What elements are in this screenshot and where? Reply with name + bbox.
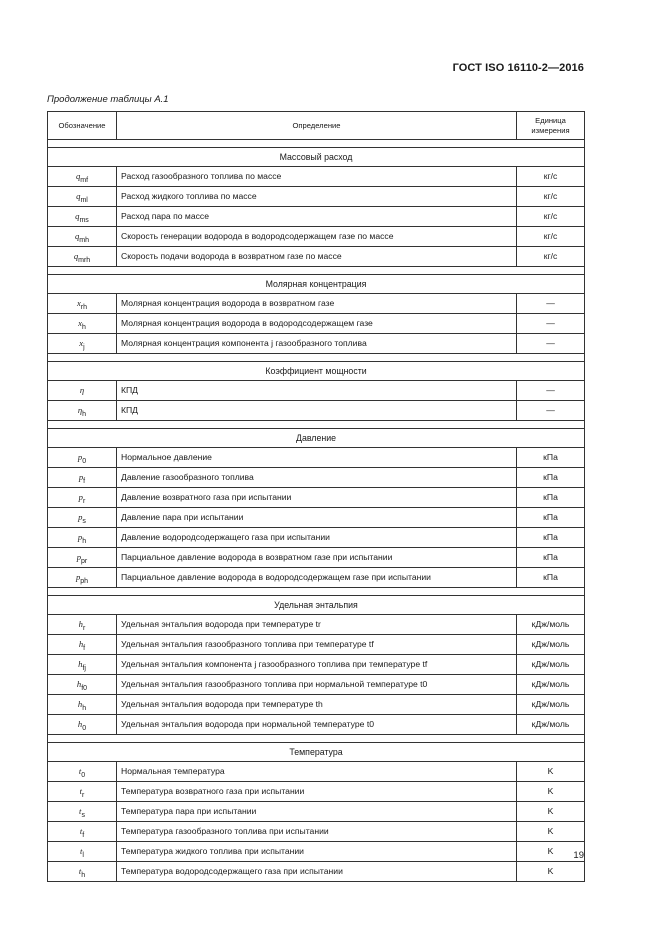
symbol-letter: p (76, 552, 82, 562)
definition-cell: Скорость подачи водорода в возвратном газе по массе (117, 247, 517, 267)
table-row (48, 782, 585, 802)
unit-cell: — (517, 334, 585, 354)
section-spacer (48, 421, 585, 429)
symbol-cell (48, 548, 117, 568)
spacer-cell (48, 267, 585, 275)
table-caption: Продолжение таблицы А.1 (47, 94, 169, 105)
section-title: Давление (48, 429, 585, 448)
definition-cell: Расход жидкого топлива по массе (117, 187, 517, 207)
symbol-subscript: mf (80, 177, 89, 184)
spacer-cell (48, 588, 585, 596)
symbol-subscript: 0 (82, 725, 87, 732)
definition-cell: Температура жидкого топлива при испытании (117, 842, 517, 862)
section-title: Удельная энтальпия (48, 596, 585, 615)
symbol-cell (48, 762, 117, 782)
table-row (48, 401, 585, 421)
unit-cell: K (517, 862, 585, 882)
symbol-cell (48, 227, 117, 247)
definition-cell: Скорость генерации водорода в водородсодержащем газе по массе (117, 227, 517, 247)
symbol-subscript: r (82, 625, 86, 632)
definitions-table (47, 111, 585, 882)
table-row (48, 548, 585, 568)
table-row (48, 334, 585, 354)
symbol-letter: h (78, 659, 83, 669)
section-title: Молярная концентрация (48, 275, 585, 294)
symbol-subscript: r (82, 498, 86, 505)
symbol-cell (48, 635, 117, 655)
unit-cell: кПа (517, 528, 585, 548)
table-row (48, 802, 585, 822)
symbol-cell (48, 294, 117, 314)
symbol-subscript: h (82, 705, 87, 712)
section-title: Температура (48, 743, 585, 762)
section-spacer (48, 354, 585, 362)
symbol-letter: t (79, 826, 83, 836)
unit-header-line2: измерения (531, 125, 570, 135)
symbol-cell (48, 528, 117, 548)
document-header: ГОСТ ISO 16110-2—2016 (452, 62, 584, 74)
definition-cell: Давление газообразного топлива (117, 468, 517, 488)
symbol-letter: p (77, 452, 83, 462)
unit-cell: кДж/моль (517, 715, 585, 735)
table-row (48, 568, 585, 588)
symbol-subscript: fj (82, 665, 86, 672)
table-row (48, 695, 585, 715)
table-row (48, 615, 585, 635)
symbol-letter: t (78, 866, 82, 876)
unit-cell: K (517, 842, 585, 862)
table-row (48, 675, 585, 695)
page-number: 19 (573, 850, 584, 861)
symbol-letter: t (79, 786, 83, 796)
table-row (48, 381, 585, 401)
symbol-letter: t (80, 846, 83, 856)
symbol-subscript: mh (79, 237, 90, 244)
symbol-letter: h (77, 699, 83, 709)
symbol-subscript: f (83, 478, 86, 485)
symbol-cell (48, 187, 117, 207)
definition-cell: Давление пара при испытании (117, 508, 517, 528)
symbol-subscript: f0 (81, 685, 88, 692)
symbol-cell (48, 782, 117, 802)
spacer-cell (48, 421, 585, 429)
column-header-symbol: Обозначение (48, 112, 117, 140)
symbol-subscript: ml (80, 197, 88, 204)
unit-cell: кг/с (517, 227, 585, 247)
definition-cell: Парциальное давление водорода в водородсодержащем газе при испытании (117, 568, 517, 588)
unit-cell: — (517, 314, 585, 334)
spacer-cell (48, 140, 585, 148)
definition-cell: Температура возвратного газа при испытании (117, 782, 517, 802)
symbol-subscript: h (81, 324, 86, 331)
unit-cell: — (517, 294, 585, 314)
table-row (48, 715, 585, 735)
symbol-subscript: ms (79, 217, 89, 224)
symbol-cell (48, 448, 117, 468)
symbol-subscript: r (82, 792, 85, 799)
symbol-subscript: f (82, 832, 85, 839)
table-header-row (48, 112, 585, 140)
definition-cell: Молярная концентрация компонента j газообразного топлива (117, 334, 517, 354)
symbol-subscript: s (81, 812, 85, 819)
symbol-cell (48, 401, 117, 421)
unit-cell: кДж/моль (517, 675, 585, 695)
section-header-row (48, 148, 585, 167)
symbol-subscript: rh (80, 304, 88, 311)
definition-cell: Расход пара по массе (117, 207, 517, 227)
definition-cell: Давление водородсодержащего газа при испытании (117, 528, 517, 548)
symbol-subscript: mrh (78, 257, 91, 264)
symbol-subscript: 0 (82, 458, 87, 465)
symbol-subscript: f (83, 645, 86, 652)
definition-cell: Удельная энтальпия компонента j газообразного топлива при температуре tf (117, 655, 517, 675)
table-row (48, 842, 585, 862)
symbol-letter: p (78, 472, 84, 482)
symbol-cell (48, 655, 117, 675)
symbol-subscript: 0 (81, 772, 86, 779)
table-row (48, 227, 585, 247)
section-title: Коэффициент мощности (48, 362, 585, 381)
table-row (48, 508, 585, 528)
symbol-letter: p (78, 512, 83, 522)
symbol-letter: q (75, 211, 80, 221)
section-header-row (48, 362, 585, 381)
symbol-cell (48, 568, 117, 588)
unit-cell: K (517, 762, 585, 782)
section-header-row (48, 596, 585, 615)
unit-cell: кПа (517, 508, 585, 528)
definition-cell: КПД (117, 381, 517, 401)
section-title: Массовый расход (48, 148, 585, 167)
symbol-cell (48, 167, 117, 187)
symbol-letter: p (78, 492, 83, 502)
symbol-subscript: h (82, 411, 87, 418)
symbol-cell (48, 247, 117, 267)
unit-cell: кДж/моль (517, 615, 585, 635)
table-row (48, 294, 585, 314)
definition-cell: Нормальная температура (117, 762, 517, 782)
spacer-cell (48, 354, 585, 362)
definition-cell: Удельная энтальпия водорода при температуре tr (117, 615, 517, 635)
unit-cell: K (517, 782, 585, 802)
unit-cell: кПа (517, 448, 585, 468)
unit-cell: кДж/моль (517, 635, 585, 655)
section-header-row (48, 429, 585, 448)
table-row (48, 468, 585, 488)
symbol-cell (48, 207, 117, 227)
unit-cell: кПа (517, 568, 585, 588)
symbol-subscript: h (81, 872, 86, 879)
unit-cell: — (517, 401, 585, 421)
section-header-row (48, 275, 585, 294)
symbol-letter: x (79, 338, 84, 348)
table-row (48, 187, 585, 207)
section-spacer (48, 588, 585, 596)
table-row (48, 314, 585, 334)
symbol-letter: x (78, 318, 82, 328)
symbol-cell (48, 508, 117, 528)
symbol-letter: h (76, 679, 82, 689)
column-header-definition: Определение (117, 112, 517, 140)
definition-cell: Молярная концентрация водорода в возвратном газе (117, 294, 517, 314)
symbol-letter: η (77, 405, 83, 415)
definition-cell: Молярная концентрация водорода в водородсодержащем газе (117, 314, 517, 334)
unit-cell: кПа (517, 548, 585, 568)
symbol-letter: h (77, 719, 83, 729)
table-row (48, 635, 585, 655)
section-spacer (48, 735, 585, 743)
symbol-cell (48, 802, 117, 822)
table-row (48, 488, 585, 508)
table-row (48, 448, 585, 468)
symbol-subscript: h (82, 538, 87, 545)
unit-header-line1: Единица (535, 116, 566, 126)
definition-cell: Удельная энтальпия водорода при нормальной температуре t0 (117, 715, 517, 735)
definition-cell: Удельная энтальпия газообразного топлива при температуре tf (117, 635, 517, 655)
symbol-cell (48, 488, 117, 508)
symbol-letter: t (78, 766, 82, 776)
table-row (48, 822, 585, 842)
symbol-cell (48, 314, 117, 334)
definition-cell: Удельная энтальпия водорода при температуре th (117, 695, 517, 715)
symbol-letter: q (76, 191, 81, 201)
table-row (48, 862, 585, 882)
definition-cell: Температура водородсодержащего газа при испытании (117, 862, 517, 882)
symbol-subscript: l (82, 852, 84, 859)
symbol-subscript: s (82, 518, 86, 525)
table-row (48, 762, 585, 782)
symbol-letter: h (78, 639, 84, 649)
symbol-letter: q (74, 231, 80, 241)
symbol-cell (48, 695, 117, 715)
symbol-letter: h (78, 619, 83, 629)
symbol-cell (48, 842, 117, 862)
symbol-cell (48, 468, 117, 488)
symbol-letter: q (73, 251, 79, 261)
unit-cell: кПа (517, 468, 585, 488)
unit-cell: K (517, 802, 585, 822)
table-row (48, 167, 585, 187)
section-spacer (48, 267, 585, 275)
unit-cell: кДж/моль (517, 695, 585, 715)
symbol-letter: p (77, 532, 83, 542)
unit-cell: кг/с (517, 207, 585, 227)
definition-cell: КПД (117, 401, 517, 421)
definition-cell: Парциальное давление водорода в возвратном газе при испытании (117, 548, 517, 568)
table-row (48, 247, 585, 267)
symbol-cell (48, 862, 117, 882)
unit-cell: кг/с (517, 247, 585, 267)
symbol-subscript: ph (80, 578, 89, 585)
definition-cell: Нормальное давление (117, 448, 517, 468)
definition-cell: Температура газообразного топлива при испытании (117, 822, 517, 842)
symbol-cell (48, 615, 117, 635)
table-body (48, 140, 585, 882)
definition-cell: Температура пара при испытании (117, 802, 517, 822)
unit-cell: кг/с (517, 167, 585, 187)
symbol-letter: η (79, 385, 85, 395)
unit-cell: кДж/моль (517, 655, 585, 675)
section-header-row (48, 743, 585, 762)
unit-cell: кг/с (517, 187, 585, 207)
symbol-cell (48, 715, 117, 735)
spacer-cell (48, 735, 585, 743)
symbol-letter: x (76, 298, 81, 308)
symbol-cell (48, 675, 117, 695)
table-row (48, 207, 585, 227)
unit-cell: — (517, 381, 585, 401)
symbol-subscript: pr (81, 558, 88, 565)
definition-cell: Расход газообразного топлива по массе (117, 167, 517, 187)
symbol-subscript: j (83, 344, 85, 351)
section-spacer (48, 140, 585, 148)
unit-cell: K (517, 822, 585, 842)
symbol-letter: q (75, 171, 81, 181)
symbol-cell (48, 334, 117, 354)
symbol-cell (48, 381, 117, 401)
table-row (48, 528, 585, 548)
table-row (48, 655, 585, 675)
column-header-unit (517, 112, 585, 140)
definition-cell: Давление возвратного газа при испытании (117, 488, 517, 508)
unit-cell: кПа (517, 488, 585, 508)
symbol-cell (48, 822, 117, 842)
symbol-letter: t (79, 806, 82, 816)
definition-cell: Удельная энтальпия газообразного топлива при нормальной температуре t0 (117, 675, 517, 695)
symbol-letter: p (75, 572, 81, 582)
